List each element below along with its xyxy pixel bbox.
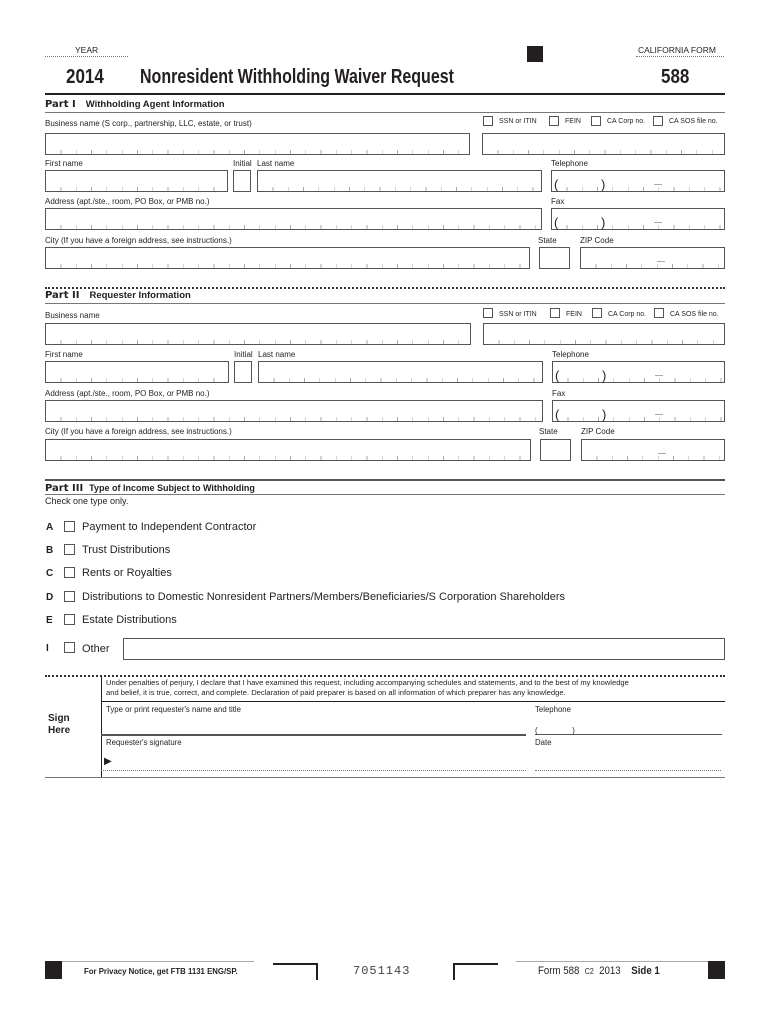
p1-initial-field[interactable] xyxy=(233,170,251,192)
crop-mark-right xyxy=(453,963,498,980)
p2-last-name-label: Last name xyxy=(258,350,296,359)
p1-last-name-field[interactable] xyxy=(257,170,542,192)
p2-casos-checkbox[interactable] xyxy=(654,308,664,318)
option-d-checkbox[interactable] xyxy=(64,591,75,602)
p2-telephone-label: Telephone xyxy=(552,350,589,359)
part1-heading xyxy=(45,99,225,111)
p2-ssn-label: SSN or ITIN xyxy=(499,311,537,318)
option-c-letter: C xyxy=(46,568,54,579)
declaration-rule xyxy=(101,701,725,702)
option-other-checkbox[interactable] xyxy=(64,642,75,653)
california-form-label: CALIFORNIA FORM xyxy=(638,45,716,55)
part3-top-rule xyxy=(45,479,725,481)
p2-city-field[interactable] xyxy=(45,439,531,461)
form-year: 2014 xyxy=(66,66,104,88)
p1-last-name-label: Last name xyxy=(257,159,295,168)
footer-form-number: Form 588 xyxy=(538,965,580,977)
p2-state-field[interactable] xyxy=(540,439,571,461)
sign-telephone-field[interactable] xyxy=(535,716,722,735)
signature-field[interactable] xyxy=(101,750,526,771)
p2-initial-label: Initial xyxy=(234,350,253,359)
part1-rule xyxy=(45,112,725,113)
p1-initial-label: Initial xyxy=(233,159,252,168)
california-form-underline xyxy=(636,56,724,57)
option-other-letter: I xyxy=(46,643,49,654)
date-field[interactable] xyxy=(535,750,721,771)
part1-title: Withholding Agent Information xyxy=(85,99,225,110)
option-e-checkbox[interactable] xyxy=(64,614,75,625)
p1-city-label: City (If you have a foreign address, see instructions.) xyxy=(45,236,232,245)
p1-casos-checkbox[interactable] xyxy=(653,116,663,126)
sign-top-divider xyxy=(45,675,725,677)
year-underline xyxy=(45,56,128,57)
part2-divider xyxy=(45,287,725,289)
p1-ssn-checkbox[interactable] xyxy=(483,116,493,126)
p2-address-field[interactable] xyxy=(45,400,543,422)
p2-first-name-field[interactable] xyxy=(45,361,229,383)
p2-casos-label: CA SOS file no. xyxy=(670,311,719,318)
sign-label-line2: Here xyxy=(48,725,71,736)
p2-cacorp-label: CA Corp no. xyxy=(608,311,647,318)
option-c-checkbox[interactable] xyxy=(64,567,75,578)
p1-first-name-field[interactable] xyxy=(45,170,228,192)
sign-telephone-format: (________) xyxy=(535,726,575,735)
part2-number: Part II xyxy=(45,290,80,301)
sign-here-label xyxy=(48,713,70,737)
p2-fax-field[interactable]: ( ) xyxy=(552,400,725,422)
p1-fein-checkbox[interactable] xyxy=(549,116,559,126)
p2-cacorp-checkbox[interactable] xyxy=(592,308,602,318)
footer-year: 2013 xyxy=(599,965,621,977)
option-d-label: Distributions to Domestic Nonresident Partners/Members/Beneficiaries/S Corporation Shareholders xyxy=(82,591,565,603)
sign-label-line1: Sign xyxy=(48,713,70,724)
footer-left-rule xyxy=(62,961,254,962)
p1-id-number-field[interactable] xyxy=(482,133,725,155)
registration-mark-bottom-left xyxy=(45,961,62,979)
part1-number: Part I xyxy=(45,99,76,110)
barcode-number: 7051143 xyxy=(353,964,411,978)
part3-rule xyxy=(45,494,725,495)
p2-fein-label: FEIN xyxy=(566,311,582,318)
name-title-label: Type or print requester's name and title xyxy=(106,705,241,714)
footer-right-rule xyxy=(516,961,708,962)
p1-state-label: State xyxy=(538,236,557,245)
option-a-label: Payment to Independent Contractor xyxy=(82,521,257,533)
p2-business-name-field[interactable] xyxy=(45,323,471,345)
option-b-label: Trust Distributions xyxy=(82,544,171,556)
p1-state-field[interactable] xyxy=(539,247,570,269)
option-b-letter: B xyxy=(46,545,54,556)
name-title-field[interactable] xyxy=(101,716,526,735)
privacy-notice: For Privacy Notice, get FTB 1131 ENG/SP. xyxy=(84,967,238,976)
p1-city-field[interactable] xyxy=(45,247,530,269)
p1-first-name-label: First name xyxy=(45,159,83,168)
name-row-rule xyxy=(101,735,526,736)
p2-initial-field[interactable] xyxy=(234,361,252,383)
footer-side: Side 1 xyxy=(631,965,660,977)
year-label: YEAR xyxy=(75,45,99,55)
option-b-checkbox[interactable] xyxy=(64,544,75,555)
form-number: 588 xyxy=(661,66,690,88)
part2-title: Requester Information xyxy=(89,290,191,301)
p1-zip-field[interactable] xyxy=(580,247,725,269)
p2-first-name-label: First name xyxy=(45,350,83,359)
p1-business-name-field[interactable] xyxy=(45,133,470,155)
p1-telephone-label: Telephone xyxy=(551,159,588,168)
p2-last-name-field[interactable] xyxy=(258,361,543,383)
signature-label: Requester's signature xyxy=(106,738,182,747)
p2-state-label: State xyxy=(539,427,558,436)
registration-mark-bottom-right xyxy=(708,961,725,979)
option-a-checkbox[interactable] xyxy=(64,521,75,532)
p2-zip-field[interactable] xyxy=(581,439,725,461)
p2-business-name-label: Business name xyxy=(45,311,100,320)
p2-fax-label: Fax xyxy=(552,389,566,398)
p2-ssn-checkbox[interactable] xyxy=(483,308,493,318)
p2-telephone-field[interactable]: ( ) xyxy=(552,361,725,383)
p1-telephone-field[interactable]: ( ) xyxy=(551,170,725,192)
option-c-label: Rents or Royalties xyxy=(82,567,172,579)
option-other-label: Other xyxy=(82,643,110,655)
p2-city-label: City (If you have a foreign address, see instructions.) xyxy=(45,427,232,436)
option-d-letter: D xyxy=(46,592,54,603)
p1-casos-label: CA SOS file no. xyxy=(669,118,718,125)
perjury-declaration-line2: and belief, it is true, correct, and complete. Declaration of paid preparer is based on all information of which preparer has any knowledge. xyxy=(106,688,566,697)
p1-fax-label: Fax xyxy=(551,197,565,206)
p1-address-label: Address (apt./ste., room, PO Box, or PMB no.) xyxy=(45,197,210,206)
option-a-letter: A xyxy=(46,522,54,533)
option-e-letter: E xyxy=(46,615,53,626)
other-description-field[interactable] xyxy=(123,638,725,660)
p1-ssn-label: SSN or ITIN xyxy=(499,118,537,125)
p1-cacorp-checkbox[interactable] xyxy=(591,116,601,126)
p1-fax-field[interactable]: ( ) xyxy=(551,208,725,230)
crop-mark-left xyxy=(273,963,318,980)
p2-id-number-field[interactable] xyxy=(483,323,725,345)
option-e-label: Estate Distributions xyxy=(82,614,177,626)
p1-address-field[interactable] xyxy=(45,208,542,230)
p1-fein-label: FEIN xyxy=(565,118,581,125)
p2-zip-label: ZIP Code xyxy=(581,427,615,436)
part3-title: Type of Income Subject to Withholding xyxy=(89,483,255,493)
part3-number: Part III xyxy=(45,483,84,494)
date-label: Date xyxy=(535,738,552,747)
footer-revision: C2 xyxy=(584,967,594,976)
part2-rule xyxy=(45,303,725,304)
part3-instruction: Check one type only. xyxy=(45,496,129,506)
perjury-declaration-line1: Under penalties of perjury, I declare that I have examined this request, including accompanying schedules and statements, and to the best of my knowledge xyxy=(106,678,629,687)
part2-heading xyxy=(45,290,191,302)
p1-cacorp-label: CA Corp no. xyxy=(607,118,646,125)
registration-mark-top xyxy=(527,46,543,62)
signature-arrow-icon: ▶ xyxy=(104,756,112,767)
sign-telephone-label: Telephone xyxy=(535,705,571,714)
footer-form-ref xyxy=(538,965,660,977)
p2-address-label: Address (apt./ste., room, PO Box, or PMB no.) xyxy=(45,389,210,398)
sign-bottom-rule xyxy=(45,777,725,778)
p2-fein-checkbox[interactable] xyxy=(550,308,560,318)
title-rule xyxy=(45,93,725,95)
form-title: Nonresident Withholding Waiver Request xyxy=(140,66,454,88)
p1-business-name-label: Business name (S corp., partnership, LLC, estate, or trust) xyxy=(45,119,252,128)
p1-zip-label: ZIP Code xyxy=(580,236,614,245)
